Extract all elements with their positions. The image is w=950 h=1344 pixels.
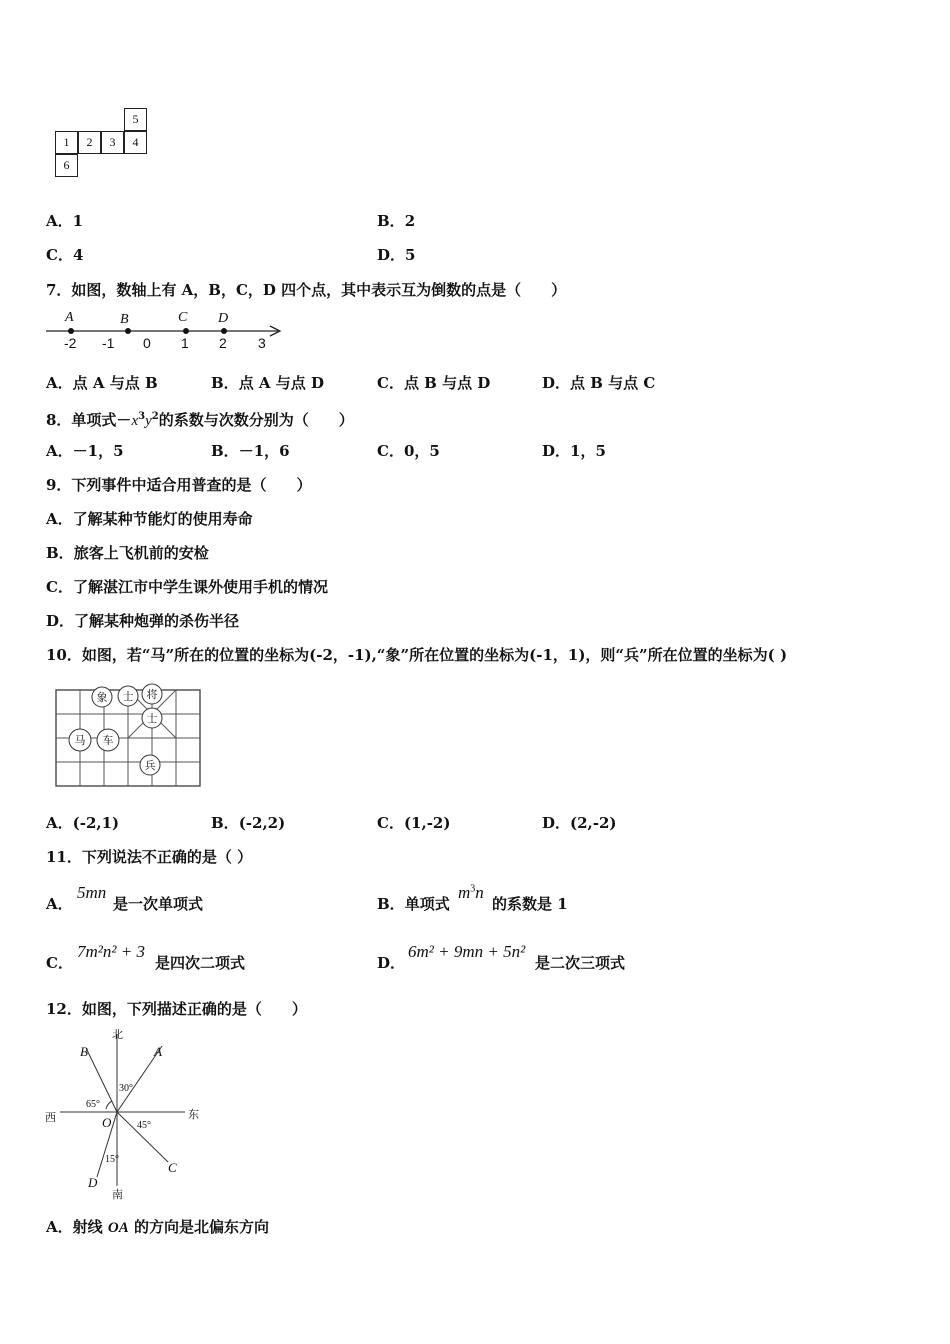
q11-stem: 11．下列说法不正确的是（ ） (46, 848, 253, 866)
q6-option-b[interactable]: B．2 (377, 212, 416, 230)
q7-stem: 7．如图，数轴上有 A，B，C，D 四个点，其中表示互为倒数的点是（ ） (46, 281, 567, 299)
q10-option-c[interactable]: C．(1,-2) (377, 814, 451, 832)
chess-piece-label: 象 (96, 691, 108, 704)
net-cell: 3 (101, 131, 124, 154)
q11-d-math: 6m² + 9mn + 5n² (408, 942, 526, 961)
q10-option-d[interactable]: D．(2,-2) (542, 814, 617, 832)
q11-d-text: 是二次三项式 (535, 954, 626, 972)
q9-option-c[interactable]: C．了解湛江市中学生课外使用手机的情况 (46, 578, 328, 596)
q7-option-b[interactable]: B．点 A 与点 D (211, 374, 325, 392)
q11-option-a[interactable]: A． (46, 895, 73, 913)
chess-piece-label: 将 (146, 688, 158, 701)
net-cell: 1 (55, 131, 78, 154)
q6-option-d[interactable]: D．5 (377, 246, 416, 264)
angle-45-label: 45° (137, 1120, 151, 1131)
q11-option-c[interactable]: C． (46, 954, 73, 972)
q11-a-text: 是一次单项式 (113, 895, 204, 913)
east-label: 东 (188, 1108, 199, 1121)
q7-option-c[interactable]: C．点 B 与点 D (377, 374, 491, 392)
point-label: B (120, 312, 129, 327)
q8-option-a[interactable]: A．－1，5 (46, 442, 124, 460)
tick-label: 2 (219, 335, 227, 351)
q12-stem: 12．如图，下列描述正确的是（ ） (46, 1000, 307, 1018)
point-label: C (178, 310, 188, 325)
cube-net-figure (53, 108, 153, 180)
ray-c-label: C (168, 1160, 177, 1175)
point-label: A (65, 310, 74, 325)
point-b (125, 328, 131, 334)
net-cell: 5 (124, 108, 147, 131)
point-label: D (218, 311, 229, 326)
point-d (221, 328, 227, 334)
tick-label: 3 (258, 335, 266, 351)
q8-option-c[interactable]: C．0，5 (377, 442, 440, 460)
ray-d-label: D (88, 1175, 98, 1190)
tick-label: 1 (181, 335, 189, 351)
angle-30-label: 30° (119, 1083, 133, 1094)
chess-piece-label: 车 (102, 734, 114, 747)
tick-label: -1 (102, 335, 115, 351)
q11-c-text: 是四次二项式 (155, 954, 246, 972)
q6-option-c[interactable]: C．4 (46, 246, 84, 264)
q8-option-d[interactable]: D．1，5 (542, 442, 606, 460)
chess-piece-label: 士 (146, 712, 158, 725)
west-label: 西 (45, 1111, 56, 1124)
q9-option-b[interactable]: B．旅客上飞机前的安检 (46, 544, 209, 562)
q11-c-math: 7m²n² + 3 (77, 942, 145, 961)
q7-option-a[interactable]: A．点 A 与点 B (46, 374, 158, 392)
q10-stem: 10．如图，若“马”所在的位置的坐标为(-2，-1),“象”所在位置的坐标为(-1，1)，则“兵”所在位置的坐标为( ) (46, 646, 788, 664)
ray-b-label: B (80, 1044, 88, 1059)
chess-piece-label: 士 (122, 690, 134, 703)
q10-option-b[interactable]: B．(-2,2) (211, 814, 286, 832)
q8-option-b[interactable]: B．－1，6 (211, 442, 290, 460)
q9-option-d[interactable]: D．了解某种炮弹的杀伤半径 (46, 612, 240, 630)
south-label: 南 (112, 1188, 123, 1201)
tick-label: -2 (64, 335, 77, 351)
number-line-figure (44, 306, 294, 352)
q8-stem: 8．单项式$-x^3y^2$的系数与次数分别为（ ） (46, 411, 354, 429)
north-label: 北 (112, 1028, 123, 1041)
angle-65-label: 65° (86, 1099, 100, 1110)
q11-b-text: 的系数是 1 (492, 895, 568, 913)
compass-angle-figure (40, 1024, 215, 1204)
q9-option-a[interactable]: A．了解某种节能灯的使用寿命 (46, 510, 253, 528)
q7-option-d[interactable]: D．点 B 与点 C (542, 374, 656, 392)
q6-option-a[interactable]: A．1 (46, 212, 84, 230)
chess-board-figure (50, 680, 210, 795)
q9-stem: 9．下列事件中适合用普查的是（ ） (46, 476, 312, 494)
ray-a-label: A (154, 1044, 162, 1059)
q11-a-math: 5mn (77, 883, 107, 902)
chess-piece-label: 兵 (144, 759, 156, 772)
net-cell: 4 (124, 131, 147, 154)
q12-option-a[interactable]: A．射线 OA 的方向是北偏东方向 (46, 1218, 269, 1236)
point-c (183, 328, 189, 334)
tick-label: 0 (143, 335, 151, 351)
angle-15-label: 15° (105, 1154, 119, 1165)
net-cell: 6 (55, 154, 78, 177)
point-a (68, 328, 74, 334)
chess-piece-label: 马 (74, 734, 86, 747)
q11-b-math: $m^3n$ (458, 883, 484, 902)
q10-option-a[interactable]: A．(-2,1) (46, 814, 120, 832)
origin-label: O (102, 1115, 112, 1130)
q11-option-b[interactable]: B．单项式 (377, 895, 450, 913)
net-cell: 2 (78, 131, 101, 154)
q11-option-d[interactable]: D． (377, 954, 406, 972)
